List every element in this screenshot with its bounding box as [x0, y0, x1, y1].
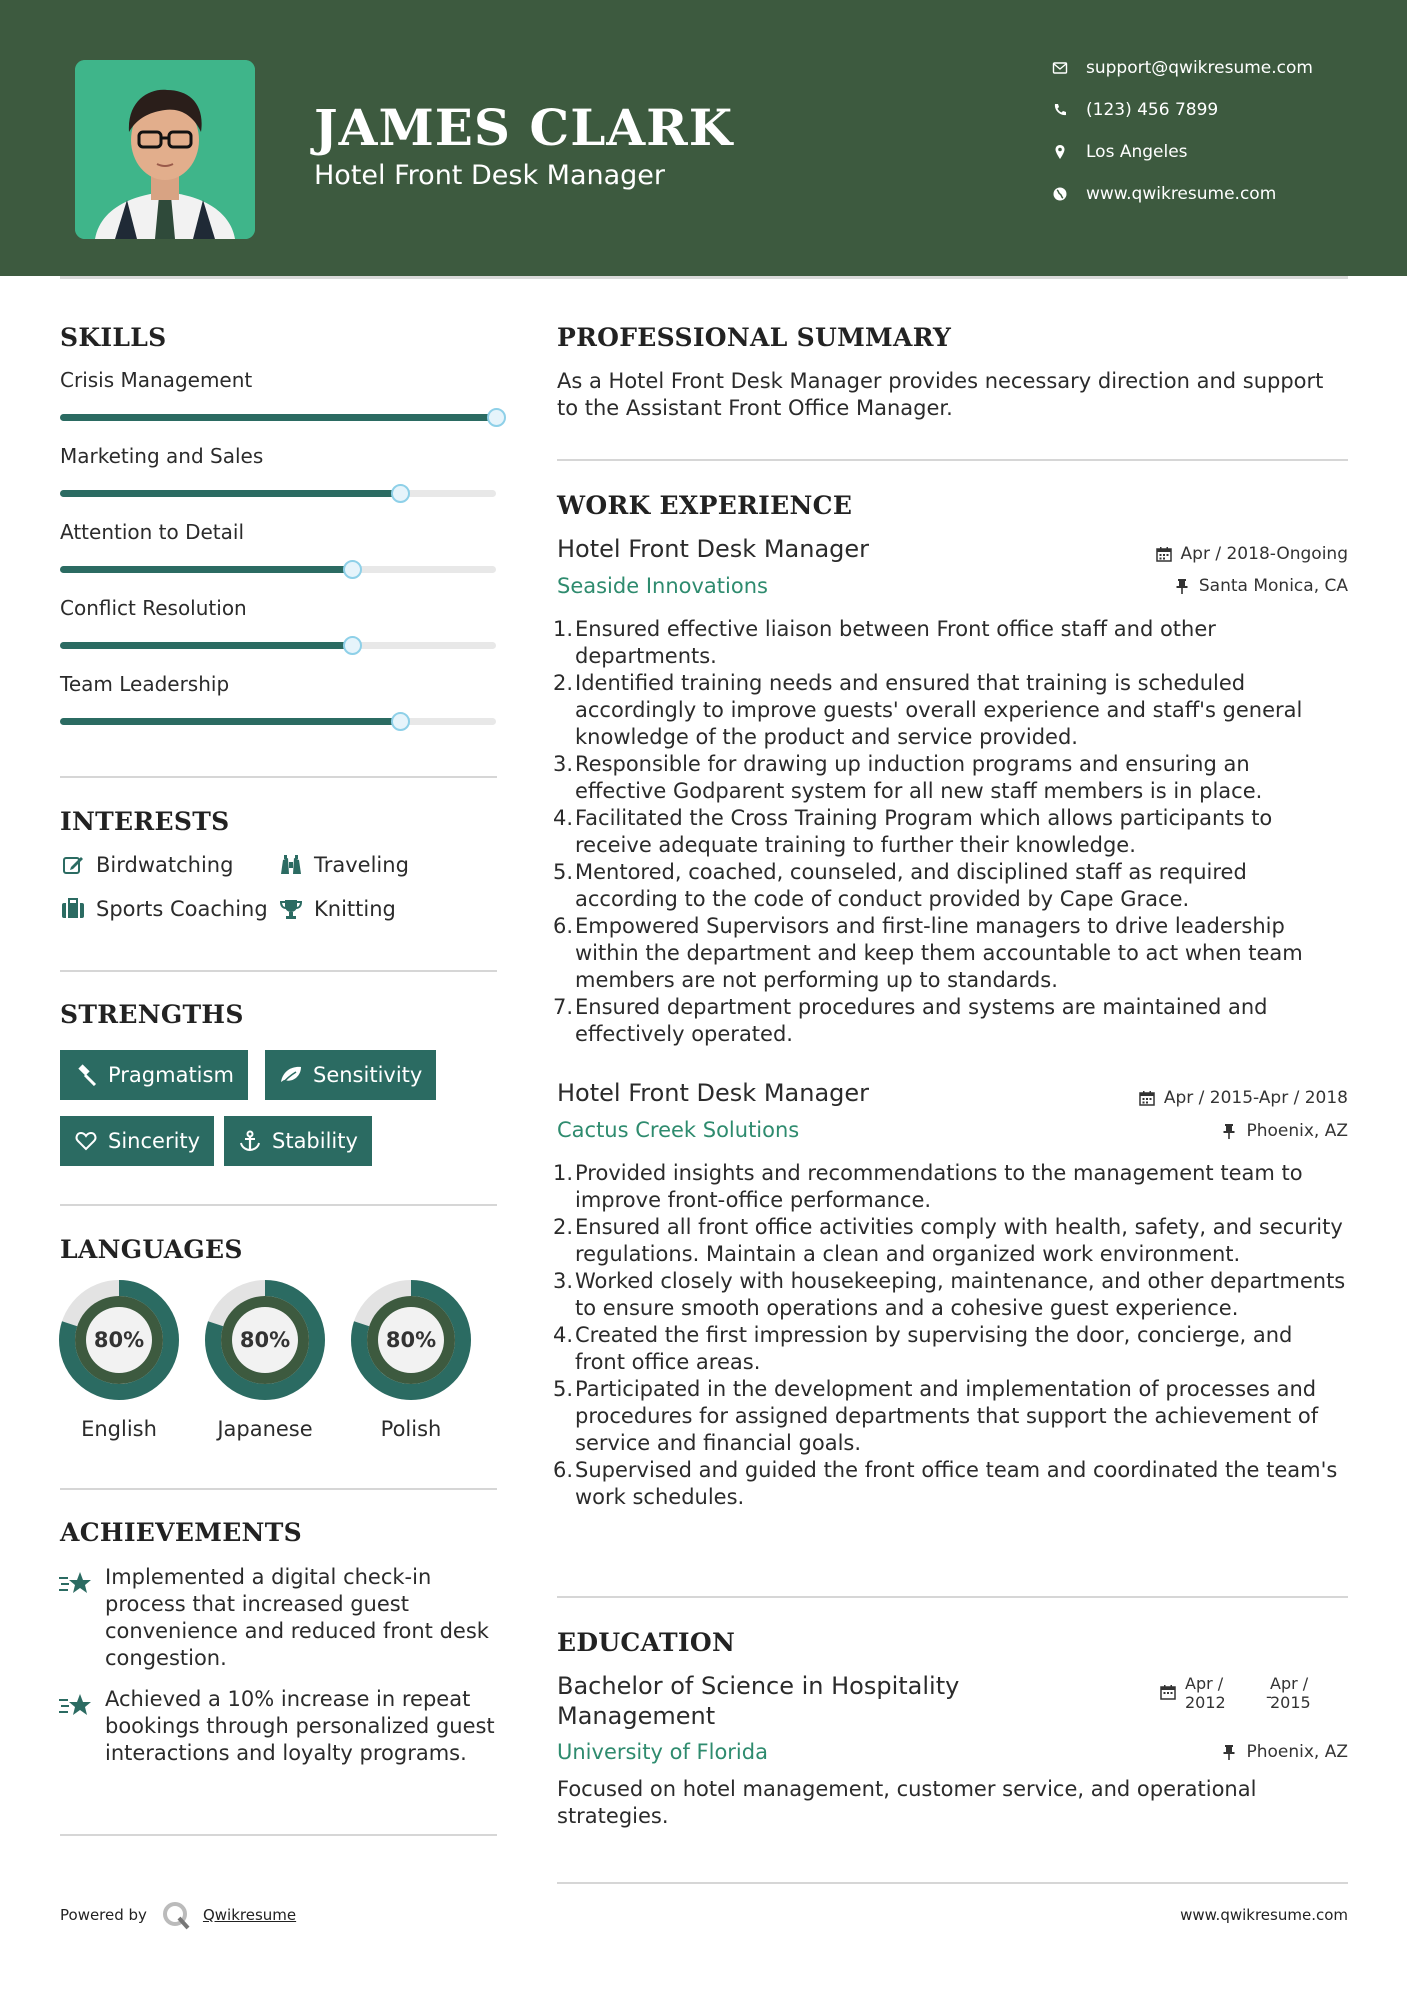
- calendar-icon: [1155, 545, 1173, 563]
- education-end-year: 2015: [1270, 1693, 1311, 1712]
- job-location: [1173, 576, 1348, 596]
- skill-label: Attention to Detail: [60, 520, 245, 544]
- language-percent: 80%: [93, 1328, 145, 1352]
- language-name: English: [81, 1417, 157, 1441]
- section-divider: [60, 1488, 497, 1490]
- duty-item: 2. Ensured all front office activities comply with health, safety, and security regulations. Maintain a clean and organized work environment.: [553, 1215, 1343, 1266]
- duty-text: Mentored, coached, counseled, and disciplined staff as required according to the code of conduct provided by Cape Grace.: [575, 860, 1247, 911]
- duty-item: 1. Ensured effective liaison between Front office staff and other departments.: [553, 617, 1216, 668]
- degree-line-2: Management: [557, 1702, 716, 1730]
- education-start-month: Apr /: [1185, 1674, 1224, 1693]
- pushpin-icon: [1220, 1743, 1238, 1761]
- achievement-text: Achieved a 10% increase in repeat bookings through personalized guest interactions and loyalty programs.: [105, 1687, 495, 1765]
- job-location-text: Phoenix, AZ: [1246, 1121, 1348, 1141]
- section-divider: [60, 970, 497, 972]
- job-dates-text: Apr / 2015-Apr / 2018: [1163, 1088, 1348, 1108]
- shooting-star-icon: [58, 1692, 92, 1720]
- leaf-icon: [279, 1063, 303, 1087]
- contact-phone[interactable]: [1050, 100, 1218, 120]
- resume-header: [0, 0, 1407, 276]
- duty-item: 6. Empowered Supervisors and first-line managers to drive leadership within the department and keep them accountable to act when team members are not performing up to standards.: [553, 914, 1303, 992]
- education-dates: [1160, 1674, 1360, 1714]
- duty-text: Ensured all front office activities comply with health, safety, and security regulations. Maintain a clean and organized work environment.: [575, 1215, 1343, 1266]
- skill-bar-knob: [391, 484, 410, 503]
- interest-item: [60, 853, 233, 877]
- duty-text: Participated in the development and implementation of processes and procedures for assigned departments that support the achievement of service and financial goals.: [575, 1377, 1319, 1455]
- section-divider: [60, 1834, 497, 1836]
- contact-website[interactable]: [1050, 184, 1276, 204]
- languages-heading: LANGUAGES: [60, 1235, 243, 1264]
- education-description: Focused on hotel management, customer service, and operational strategies.: [557, 1777, 1257, 1828]
- trophy-icon: [278, 897, 304, 921]
- interest-label: Sports Coaching: [96, 897, 268, 921]
- skill-bar-knob: [343, 636, 362, 655]
- duty-item: 5. Mentored, coached, counseled, and disciplined staff as required according to the code of conduct provided by Cape Grace.: [553, 860, 1247, 911]
- duty-text: Facilitated the Cross Training Program which allows participants to receive adequate training to further their knowledge.: [575, 806, 1273, 857]
- job-duties: [553, 616, 1347, 1048]
- strength-tag: [265, 1050, 436, 1100]
- contact-website-text: www.qwikresume.com: [1086, 184, 1277, 204]
- interest-label: Knitting: [314, 897, 396, 921]
- section-divider: [557, 1882, 1348, 1884]
- footer-site[interactable]: www.qwikresume.com: [1180, 1906, 1348, 1924]
- degree-line-1: Bachelor of Science in Hospitality: [557, 1672, 960, 1700]
- achievement-text: Implemented a digital check-in process that increased guest convenience and reduced front desk congestion.: [105, 1565, 489, 1670]
- job-company: Seaside Innovations: [557, 574, 768, 598]
- duty-text: Provided insights and recommendations to the management team to improve front-office performance.: [575, 1161, 1303, 1212]
- job-location-text: Santa Monica, CA: [1198, 576, 1348, 596]
- skill-bar: [60, 718, 496, 725]
- candidate-title: Hotel Front Desk Manager: [314, 160, 666, 191]
- education-location: [1220, 1742, 1348, 1762]
- interest-item: [278, 897, 396, 921]
- gavel-icon: [74, 1063, 98, 1087]
- strength-label: Sensitivity: [313, 1063, 423, 1087]
- skill-bar-fill: [60, 414, 496, 421]
- heart-icon: [74, 1129, 98, 1153]
- interest-item: [278, 853, 409, 877]
- header-divider: [60, 276, 1348, 279]
- interest-label: Birdwatching: [96, 853, 234, 877]
- skill-label: Conflict Resolution: [60, 596, 247, 620]
- duty-item: 5. Participated in the development and implementation of processes and procedures for assigned departments that support the achievement of service and financial goals.: [553, 1377, 1319, 1455]
- section-divider: [557, 459, 1348, 461]
- pushpin-icon: [1173, 577, 1191, 595]
- education-start-year: 2012: [1185, 1693, 1226, 1712]
- calendar-icon: [1138, 1089, 1156, 1107]
- envelope-icon: [1050, 58, 1070, 78]
- skill-label: Crisis Management: [60, 368, 253, 392]
- section-divider: [60, 776, 497, 778]
- contact-email-text: support@qwikresume.com: [1086, 58, 1313, 78]
- education-date-dash: -: [1266, 1687, 1272, 1706]
- language-percent: 80%: [385, 1328, 437, 1352]
- duty-item: 4. Facilitated the Cross Training Program which allows participants to receive adequate training to further their knowledge.: [553, 806, 1273, 857]
- contact-email[interactable]: [1050, 58, 1313, 78]
- calendar-icon: [1160, 1684, 1176, 1704]
- job-dates: [1138, 1088, 1348, 1108]
- phone-icon: [1050, 100, 1070, 120]
- briefcase-icon: [60, 897, 86, 921]
- duty-text: Worked closely with housekeeping, maintenance, and other departments to ensure smooth operations and a cohesive guest experience.: [575, 1269, 1346, 1320]
- language-donut: [59, 1280, 179, 1400]
- contact-location-text: Los Angeles: [1086, 142, 1188, 162]
- anchor-icon: [238, 1129, 262, 1153]
- job-location: [1220, 1121, 1348, 1141]
- globe-icon: [1050, 184, 1070, 204]
- skill-bar-fill: [60, 490, 400, 497]
- job-company: Cactus Creek Solutions: [557, 1118, 800, 1142]
- strength-label: Pragmatism: [108, 1063, 234, 1087]
- skill-bar: [60, 642, 496, 649]
- education-end-month: Apr /: [1270, 1674, 1309, 1693]
- skill-bar-fill: [60, 642, 352, 649]
- candidate-name: JAMES CLARK: [314, 98, 734, 157]
- language-name: Japanese: [217, 1417, 313, 1441]
- education-heading: EDUCATION: [557, 1628, 736, 1657]
- duty-text: Supervised and guided the front office team and coordinated the team's work schedules.: [575, 1458, 1338, 1509]
- duty-item: 3. Responsible for drawing up induction programs and ensuring an effective Godparent system for all new staff members is in place.: [553, 752, 1263, 803]
- duty-item: 7. Ensured department procedures and systems are maintained and effectively operated.: [553, 995, 1268, 1046]
- powered-by-label: Powered by: [60, 1906, 147, 1924]
- experience-heading: WORK EXPERIENCE: [557, 491, 853, 520]
- duty-item: 3. Worked closely with housekeeping, maintenance, and other departments to ensure smooth operations and a cohesive guest experience.: [553, 1269, 1346, 1320]
- contact-phone-text: (123) 456 7899: [1086, 100, 1219, 120]
- language-donut: [205, 1280, 325, 1400]
- language-donut: [351, 1280, 471, 1400]
- job-dates: [1155, 544, 1348, 564]
- duty-text: Ensured effective liaison between Front office staff and other departments.: [575, 617, 1216, 668]
- skill-label: Team Leadership: [60, 672, 230, 696]
- skill-bar: [60, 566, 496, 573]
- duty-text: Empowered Supervisors and first-line managers to drive leadership within the department and keep them accountable to act when team members are not performing up to standards.: [575, 914, 1303, 992]
- skill-bar-fill: [60, 566, 352, 573]
- qwikresume-logo-icon: [161, 1900, 191, 1930]
- job-title: Hotel Front Desk Manager: [557, 1079, 870, 1107]
- strengths-heading: STRENGTHS: [60, 1000, 244, 1029]
- education-location-text: Phoenix, AZ: [1246, 1742, 1348, 1762]
- shooting-star-icon: [58, 1570, 92, 1598]
- binoculars-icon: [278, 853, 304, 877]
- language-percent: 80%: [239, 1328, 291, 1352]
- strength-tag: [224, 1116, 372, 1166]
- strength-label: Stability: [272, 1129, 358, 1153]
- duty-text: Created the first impression by supervising the door, concierge, and front office areas.: [575, 1323, 1293, 1374]
- achievements-heading: ACHIEVEMENTS: [60, 1518, 302, 1547]
- job-dates-text: Apr / 2018-Ongoing: [1180, 544, 1348, 564]
- skill-bar-knob: [391, 712, 410, 731]
- interest-item: [60, 897, 268, 921]
- profile-photo: [75, 60, 255, 239]
- interest-label: Traveling: [314, 853, 409, 877]
- job-duties: [553, 1160, 1347, 1511]
- footer-powered-by: [60, 1900, 296, 1930]
- duty-text: Identified training needs and ensured that training is scheduled accordingly to improve guests' overall experience and staff's general knowledge of the product and service provided.: [575, 671, 1303, 749]
- qwikresume-link[interactable]: Qwikresume: [202, 1906, 297, 1924]
- skill-bar-knob: [343, 560, 362, 579]
- skill-label: Marketing and Sales: [60, 444, 264, 468]
- interests-heading: INTERESTS: [60, 807, 230, 836]
- location-pin-icon: [1050, 142, 1070, 162]
- skill-bar: [60, 490, 496, 497]
- strength-tag: [60, 1116, 214, 1166]
- strength-tag: [60, 1050, 248, 1100]
- summary-heading: PROFESSIONAL SUMMARY: [557, 323, 952, 352]
- duty-item: 4. Created the first impression by supervising the door, concierge, and front office areas.: [553, 1323, 1293, 1374]
- strength-label: Sincerity: [108, 1129, 201, 1153]
- skills-heading: SKILLS: [60, 323, 167, 352]
- pushpin-icon: [1220, 1122, 1238, 1140]
- duty-text: Responsible for drawing up induction programs and ensuring an effective Godparent system for all new staff members is in place.: [575, 752, 1263, 803]
- summary-text: As a Hotel Front Desk Manager provides necessary direction and support to the Assistant Front Office Manager.: [557, 369, 1324, 420]
- skill-bar: [60, 414, 496, 421]
- edit-icon: [60, 853, 86, 877]
- duty-item: 6. Supervised and guided the front office team and coordinated the team's work schedules.: [553, 1458, 1338, 1509]
- contact-location: [1050, 142, 1188, 162]
- job-title: Hotel Front Desk Manager: [557, 535, 870, 563]
- skill-bar-fill: [60, 718, 400, 725]
- section-divider: [60, 1204, 497, 1206]
- duty-item: 1. Provided insights and recommendations to the management team to improve front-office performance.: [553, 1161, 1303, 1212]
- duty-text: Ensured department procedures and systems are maintained and effectively operated.: [575, 995, 1268, 1046]
- section-divider: [557, 1596, 1348, 1598]
- duty-item: 2. Identified training needs and ensured that training is scheduled accordingly to improve guests' overall experience and staff's general knowledge of the product and service provided.: [553, 671, 1303, 749]
- language-name: Polish: [380, 1417, 442, 1441]
- skill-bar-knob: [487, 408, 506, 427]
- education-school: University of Florida: [557, 1740, 768, 1764]
